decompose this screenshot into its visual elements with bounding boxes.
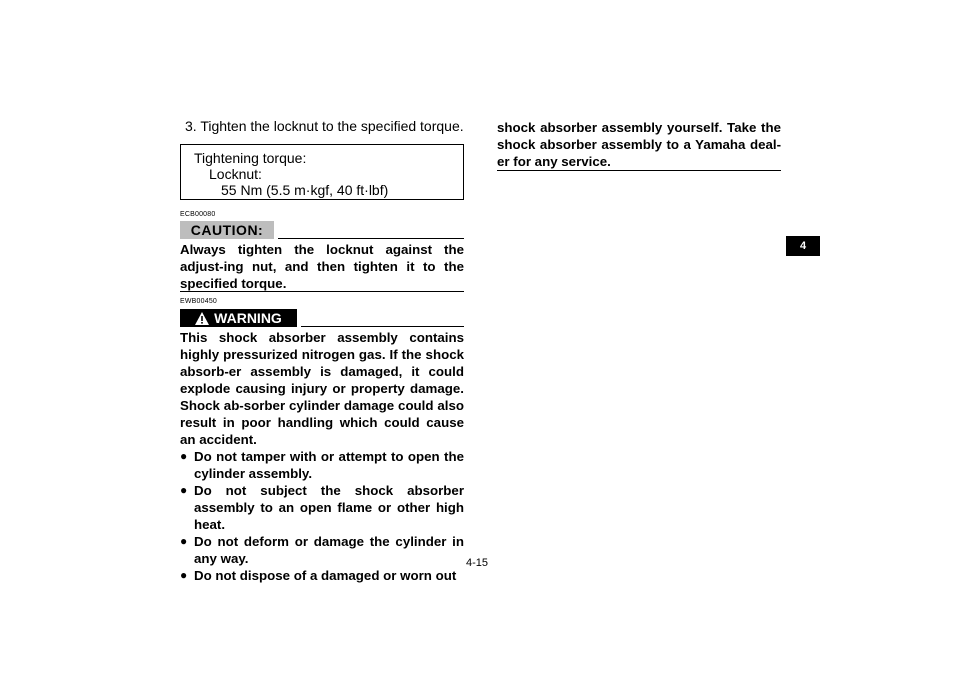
warning-end-rule xyxy=(497,170,781,171)
step-3-instruction: 3. Tighten the locknut to the specified torque. xyxy=(185,118,464,134)
torque-part: Locknut: xyxy=(209,166,262,182)
warning-bullet: ● Do not dispose of a damaged or worn out xyxy=(180,568,457,583)
warning-triangle-icon xyxy=(195,312,209,325)
torque-spec-box xyxy=(180,144,464,200)
warning-bullet: ● Do not subject the shock absorber assembly to an open flame or other high heat. xyxy=(180,483,464,532)
warning-label: WARNING xyxy=(214,310,282,326)
page-number: 4-15 xyxy=(466,557,489,569)
caution-header-rule xyxy=(278,238,464,239)
warning-body xyxy=(180,329,464,584)
torque-value: 55 Nm (5.5 m·kgf, 40 ft·lbf) xyxy=(221,182,389,198)
torque-heading: Tightening torque: xyxy=(194,150,307,166)
warning-bullet: ● Do not tamper with or attempt to open the cylinder assembly. xyxy=(180,449,464,481)
caution-end-rule xyxy=(180,291,464,292)
warning-code: EWB00450 xyxy=(180,298,218,305)
caution-label: CAUTION: xyxy=(180,221,274,239)
warning-label-badge xyxy=(180,309,297,327)
warning-continued: shock absorber assembly yourself. Take the shock absorber assembly to a Yamaha deal-er for any service. xyxy=(497,120,781,169)
warning-header-rule xyxy=(301,326,464,327)
chapter-tab: 4 xyxy=(786,236,820,256)
warning-intro: This shock absorber assembly contains highly pressurized nitrogen gas. If the shock absorb-er assembly is damaged, it could explode causing injury or property damage. Shock ab-sorber cylinder damage could also result in poor handling which could cause an accident. xyxy=(180,330,464,447)
caution-code: ECB00080 xyxy=(180,211,216,218)
warning-bullet: ● Do not deform or damage the cylinder in any way. xyxy=(180,534,464,566)
caution-text: Always tighten the locknut against the adjust-ing nut, and then tighten it to the specified torque. xyxy=(180,242,464,291)
